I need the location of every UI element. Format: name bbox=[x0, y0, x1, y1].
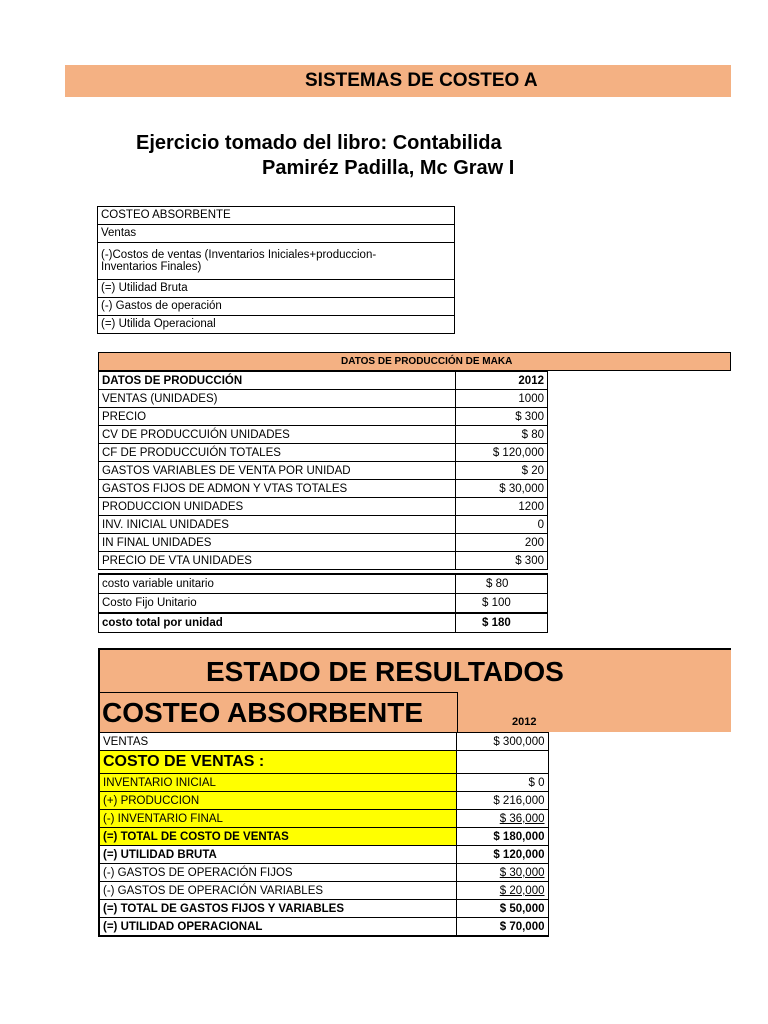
prod-value: $ 300 bbox=[456, 552, 548, 570]
prod-label: DATOS DE PRODUCCIÓN bbox=[99, 372, 456, 390]
unit-value: $ 180 bbox=[456, 613, 548, 633]
production-data-table bbox=[98, 371, 548, 570]
table-row bbox=[99, 516, 548, 534]
prod-value: 0 bbox=[456, 516, 548, 534]
table-row bbox=[99, 864, 548, 882]
table-row bbox=[99, 733, 548, 751]
prod-value: $ 20 bbox=[456, 462, 548, 480]
cost-of-sales-heading: COSTO DE VENTAS : bbox=[99, 751, 456, 774]
result-value: $ 216,000 bbox=[456, 792, 548, 810]
table-row bbox=[99, 534, 548, 552]
table-row bbox=[99, 774, 548, 792]
result-value: $ 120,000 bbox=[456, 846, 548, 864]
result-value: $ 20,000 bbox=[456, 882, 548, 900]
costeo-box-row: (-) Gastos de operación bbox=[98, 298, 455, 316]
prod-value: $ 120,000 bbox=[456, 444, 548, 462]
production-data-header bbox=[98, 352, 731, 371]
prod-value: $ 80 bbox=[456, 426, 548, 444]
result-label: (-) INVENTARIO FINAL bbox=[99, 810, 456, 828]
production-header-text: DATOS DE PRODUCCIÓN DE MAKA bbox=[341, 356, 513, 367]
costeo-box-row bbox=[98, 243, 455, 280]
table-row bbox=[99, 792, 548, 810]
income-statement-year: 2012 bbox=[512, 716, 537, 728]
income-statement-header bbox=[98, 648, 731, 732]
result-value: $ 300,000 bbox=[456, 733, 548, 751]
prod-label: PRECIO bbox=[99, 408, 456, 426]
table-row bbox=[99, 900, 548, 918]
sheet-title-banner bbox=[65, 65, 731, 97]
table-row bbox=[99, 426, 548, 444]
income-statement-subtitle: COSTEO ABSORBENTE bbox=[100, 692, 458, 732]
costeo-summary-table bbox=[97, 206, 455, 334]
costeo-box-row: (=) Utilida Operacional bbox=[98, 316, 455, 334]
unit-label: Costo Fijo Unitario bbox=[99, 594, 456, 614]
unit-value: $ 80 bbox=[456, 574, 548, 594]
prod-label: GASTOS VARIABLES DE VENTA POR UNIDAD bbox=[99, 462, 456, 480]
table-row bbox=[99, 918, 548, 937]
unit-label: costo variable unitario bbox=[99, 574, 456, 594]
sheet-title: SISTEMAS DE COSTEO A bbox=[305, 70, 538, 91]
result-label: (=) TOTAL DE GASTOS FIJOS Y VARIABLES bbox=[99, 900, 456, 918]
result-value: $ 0 bbox=[456, 774, 548, 792]
table-row bbox=[99, 552, 548, 570]
table-row bbox=[99, 810, 548, 828]
prod-label: IN FINAL UNIDADES bbox=[99, 534, 456, 552]
result-value: $ 50,000 bbox=[456, 900, 548, 918]
result-label: (=) UTILIDAD BRUTA bbox=[99, 846, 456, 864]
result-value: $ 36,000 bbox=[456, 810, 548, 828]
prod-value: $ 30,000 bbox=[456, 480, 548, 498]
result-label: (=) TOTAL DE COSTO DE VENTAS bbox=[99, 828, 456, 846]
table-row bbox=[99, 408, 548, 426]
unit-cost-table bbox=[98, 573, 548, 633]
table-row bbox=[99, 594, 548, 614]
result-value: $ 180,000 bbox=[456, 828, 548, 846]
prod-label: INV. INICIAL UNIDADES bbox=[99, 516, 456, 534]
table-row bbox=[99, 751, 548, 774]
costeo-box-text: Inventarios Finales) bbox=[101, 261, 202, 273]
result-label: (+) PRODUCCION bbox=[99, 792, 456, 810]
subtitle-line-2: Pamiréz Padilla, Mc Graw I bbox=[262, 157, 515, 179]
unit-label: costo total por unidad bbox=[99, 613, 456, 633]
costeo-box-row: (=) Utilidad Bruta bbox=[98, 280, 455, 298]
prod-value: 2012 bbox=[456, 372, 548, 390]
costeo-box-row: Ventas bbox=[98, 225, 455, 243]
table-row bbox=[99, 882, 548, 900]
table-row bbox=[99, 372, 548, 390]
prod-label: VENTAS (UNIDADES) bbox=[99, 390, 456, 408]
prod-value: 1200 bbox=[456, 498, 548, 516]
table-row bbox=[99, 574, 548, 594]
prod-label: CF DE PRODUCCUIÓN TOTALES bbox=[99, 444, 456, 462]
prod-value: 1000 bbox=[456, 390, 548, 408]
prod-value: $ 300 bbox=[456, 408, 548, 426]
unit-value: $ 100 bbox=[456, 594, 548, 614]
prod-label: PRODUCCION UNIDADES bbox=[99, 498, 456, 516]
subtitle-line-1: Ejercicio tomado del libro: Contabilida bbox=[136, 132, 502, 154]
costeo-box-row: COSTEO ABSORBENTE bbox=[98, 207, 455, 225]
result-value-empty bbox=[456, 751, 548, 774]
costeo-box-text: (-)Costos de ventas (Inventarios Iniciales+produccion- bbox=[101, 249, 377, 261]
prod-value: 200 bbox=[456, 534, 548, 552]
table-row bbox=[99, 846, 548, 864]
table-row bbox=[99, 498, 548, 516]
result-label: (-) GASTOS DE OPERACIÓN VARIABLES bbox=[99, 882, 456, 900]
result-label: VENTAS bbox=[99, 733, 456, 751]
prod-label: CV DE PRODUCCUIÓN UNIDADES bbox=[99, 426, 456, 444]
prod-label: GASTOS FIJOS DE ADMON Y VTAS TOTALES bbox=[99, 480, 456, 498]
table-row bbox=[99, 480, 548, 498]
table-row bbox=[99, 390, 548, 408]
income-statement-title: ESTADO DE RESULTADOS bbox=[206, 656, 564, 687]
table-row bbox=[99, 444, 548, 462]
prod-label: PRECIO DE VTA UNIDADES bbox=[99, 552, 456, 570]
income-statement-table bbox=[98, 732, 549, 937]
result-label: (=) UTILIDAD OPERACIONAL bbox=[99, 918, 456, 937]
result-label: (-) GASTOS DE OPERACIÓN FIJOS bbox=[99, 864, 456, 882]
table-row bbox=[99, 613, 548, 633]
table-row bbox=[99, 828, 548, 846]
table-row bbox=[99, 462, 548, 480]
result-value: $ 70,000 bbox=[456, 918, 548, 937]
result-value: $ 30,000 bbox=[456, 864, 548, 882]
result-label: INVENTARIO INICIAL bbox=[99, 774, 456, 792]
